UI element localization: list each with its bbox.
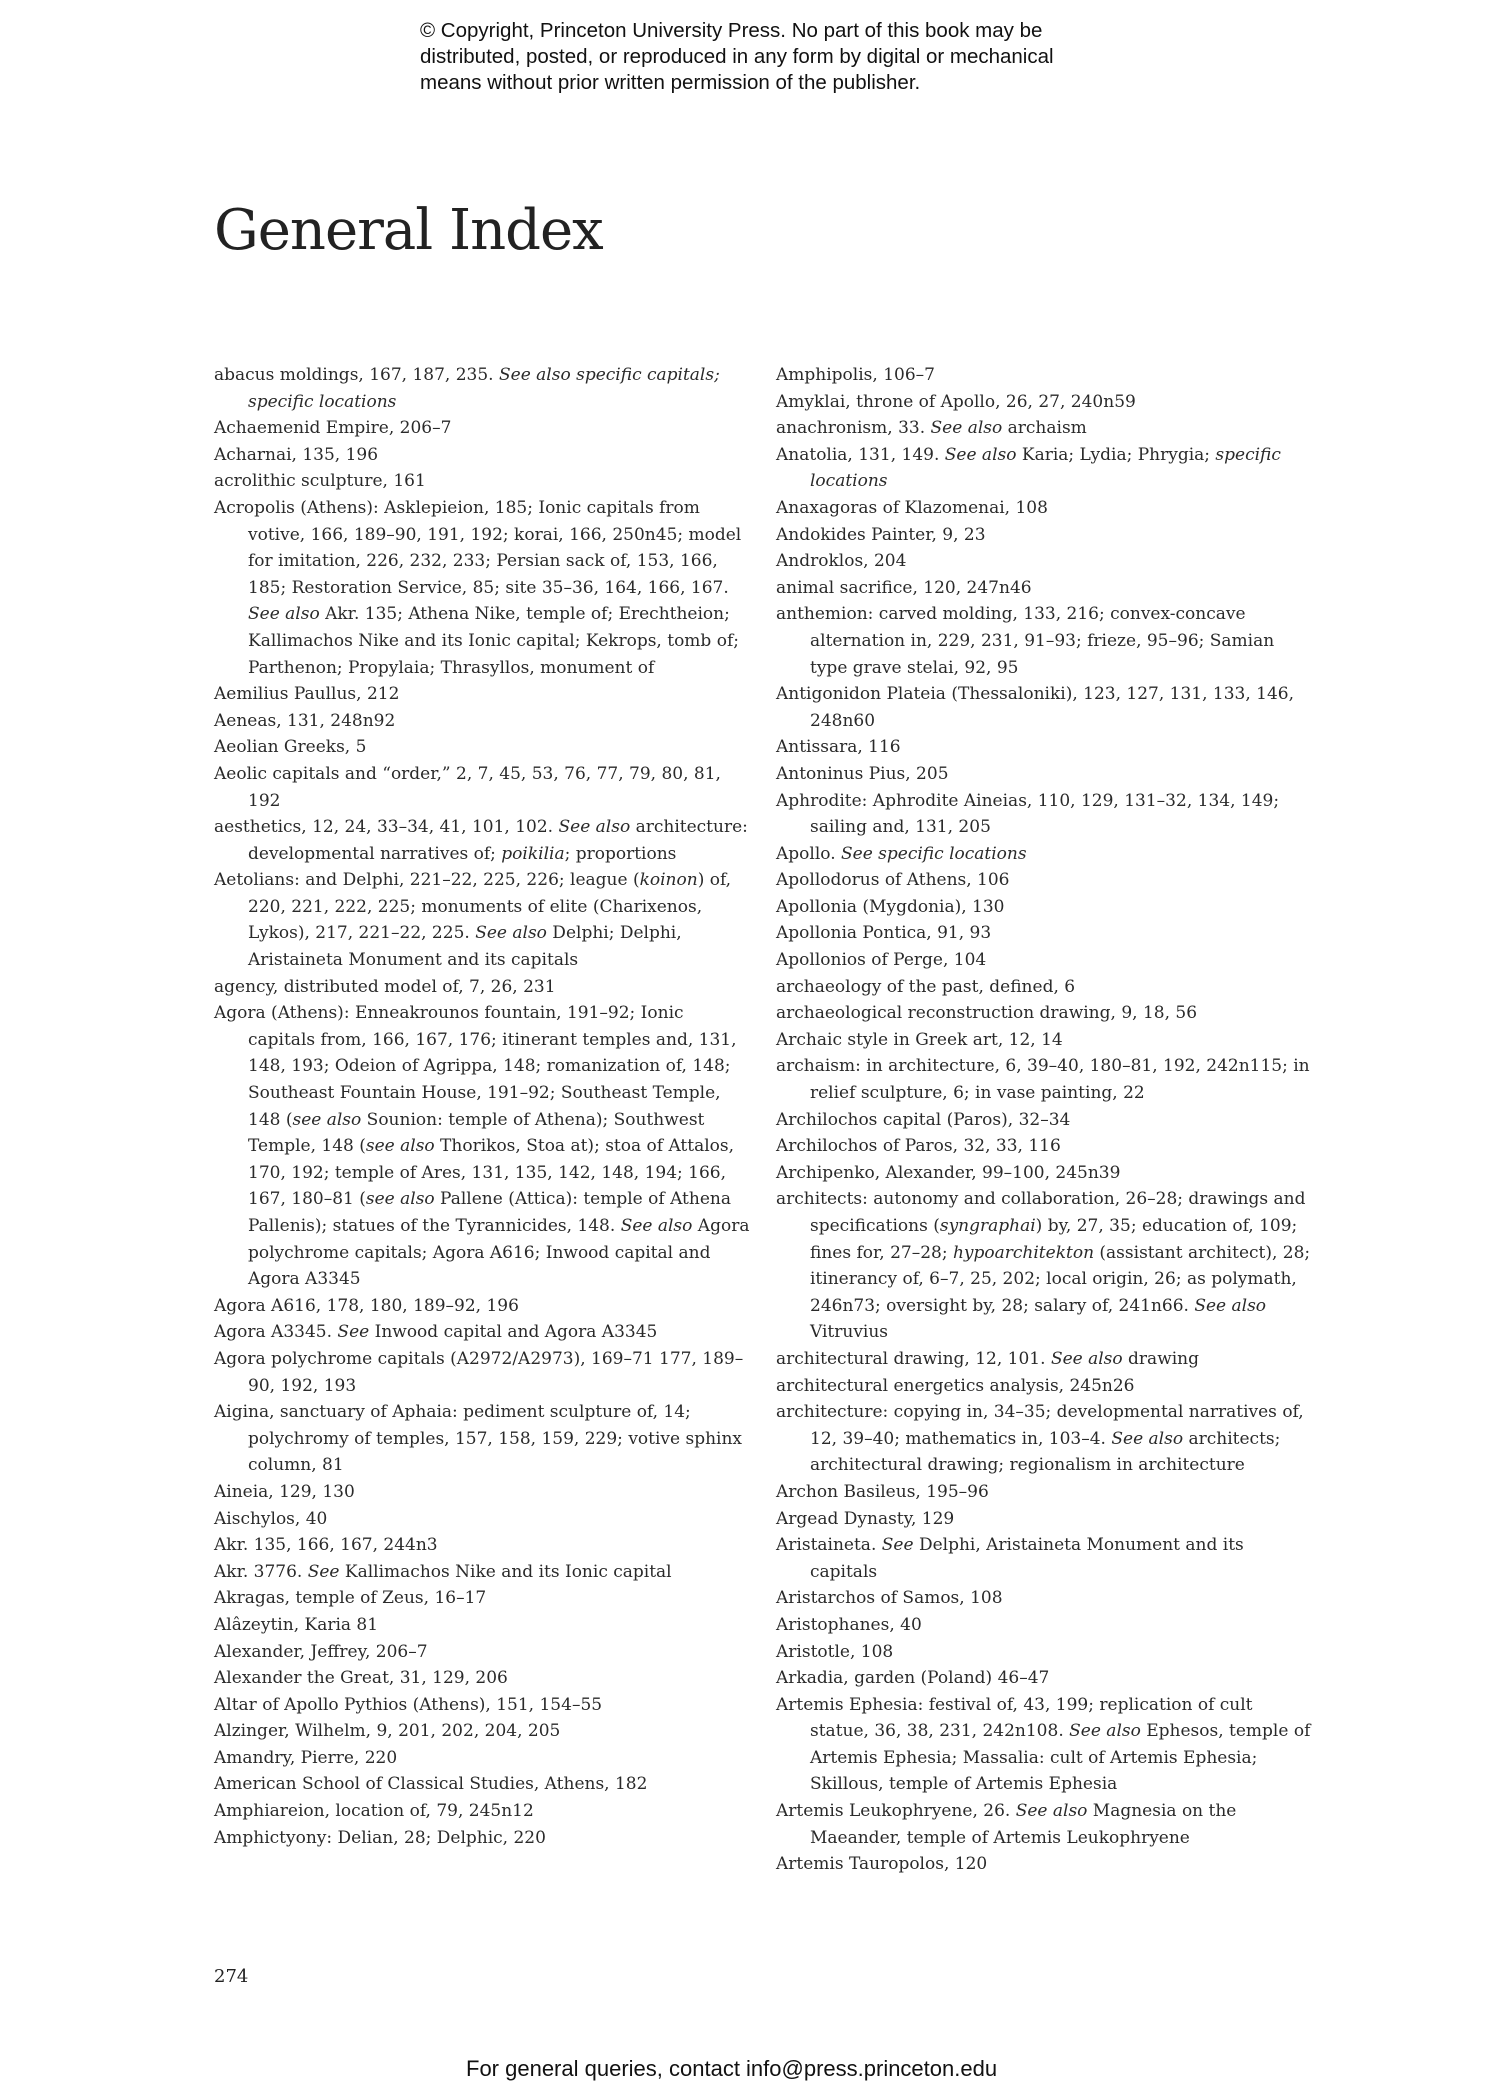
index-entry bbox=[776, 601, 1316, 681]
index-entry-text: Amyklai, throne of Apollo, 26, 27, 240n59 bbox=[776, 391, 1136, 412]
index-entry bbox=[214, 1506, 754, 1533]
index-entry-text: Artemis Leukophryene, 26. bbox=[776, 1801, 1016, 1822]
index-entry-text: architecture: developmental narratives of; bbox=[248, 817, 748, 864]
index-entry bbox=[776, 495, 1316, 522]
index-entry-text: Ephesos, temple of Artemis Ephesia; Massalia: cult of Artemis Ephesia; Skillous, temple of Artemis Ephesia bbox=[810, 1721, 1311, 1795]
index-entry-text: Alexander, Jeffrey, 206–7 bbox=[214, 1641, 428, 1662]
index-entry-text: Alexander the Great, 31, 129, 206 bbox=[214, 1668, 508, 1689]
index-entry-text: Antigonidon Plateia (Thessaloniki), 123, 127, 131, 133, 146, 248n60 bbox=[776, 684, 1295, 731]
index-entry-text: Apollonios of Perge, 104 bbox=[776, 950, 987, 971]
index-entry bbox=[776, 734, 1316, 761]
index-entry-text: Amphipolis, 106–7 bbox=[776, 365, 935, 385]
index-entry bbox=[214, 1479, 754, 1506]
index-entry-text: Andokides Painter, 9, 23 bbox=[776, 524, 986, 545]
index-entry-text: Kallimachos Nike and its Ionic capital bbox=[339, 1561, 672, 1582]
index-entry bbox=[214, 468, 754, 495]
index-entry bbox=[776, 867, 1316, 894]
index-entry-text: Magnesia on the Maeander, temple of Artemis Leukophryene bbox=[810, 1801, 1237, 1848]
index-entry bbox=[776, 1053, 1316, 1106]
index-entry bbox=[214, 1745, 754, 1772]
index-entry-text: Agora A3345. bbox=[214, 1322, 338, 1343]
index-entry-text: agency, distributed model of, 7, 26, 231 bbox=[214, 976, 556, 997]
index-entry bbox=[776, 1479, 1316, 1506]
index-entry-text: abacus moldings, 167, 187, 235. bbox=[214, 365, 499, 385]
index-entry-text: Pallene (Attica): temple of Athena Pallenis); statues of the Tyrannicides, 148. bbox=[248, 1189, 731, 1236]
index-entry-text: Akragas, temple of Zeus, 16–17 bbox=[214, 1588, 487, 1609]
index-entry bbox=[776, 1027, 1316, 1054]
index-entry-text: Acharnai, 135, 196 bbox=[214, 444, 379, 465]
index-entry bbox=[776, 442, 1316, 495]
index-entry bbox=[214, 814, 754, 867]
index-entry-text: archaism bbox=[1002, 418, 1087, 439]
index-entry bbox=[776, 1639, 1316, 1666]
index-entry-italic-text: see also bbox=[365, 1136, 435, 1157]
index-entry bbox=[214, 415, 754, 442]
index-entry bbox=[776, 548, 1316, 575]
index-entry-text: Aetolians: and Delphi, 221–22, 225, 226; league ( bbox=[214, 870, 640, 891]
index-entry-italic-text: poikilia bbox=[501, 843, 565, 864]
index-entry-text: (assistant architect), 28; itinerancy of, 6–7, 25, 202; local origin, 26; as polymath, 246n73; oversight by, 28; salary of, 241n66. bbox=[810, 1242, 1311, 1316]
index-entry-italic-text: see also bbox=[292, 1109, 362, 1130]
index-entry-text: Amandry, Pierre, 220 bbox=[214, 1747, 398, 1768]
index-entry-italic-text: See also bbox=[248, 604, 320, 625]
index-entry-text: Aischylos, 40 bbox=[214, 1508, 328, 1529]
index-entry-text: aesthetics, 12, 24, 33–34, 41, 101, 102. bbox=[214, 817, 559, 838]
index-entry-italic-text: See also specific capitals; specific locations bbox=[248, 365, 720, 412]
index-entry-text: architects: autonomy and collaboration, 26–28; drawings and specifications ( bbox=[776, 1189, 1306, 1236]
copyright-line: means without prior written permission of the publisher. bbox=[420, 71, 921, 94]
index-column-right bbox=[776, 362, 1316, 1878]
index-entry-text: Artemis Ephesia: festival of, 43, 199; replication of cult statue, 36, 38, 231, 242n108. bbox=[776, 1694, 1253, 1742]
index-entry bbox=[776, 362, 1316, 389]
index-entry-italic-text: See also bbox=[1194, 1295, 1267, 1316]
index-entry bbox=[214, 362, 754, 415]
index-entry-text: archaism: in architecture, 6, 39–40, 180–81, 192, 242n115; in relief sculpture, 6; in vase painting, 22 bbox=[776, 1056, 1310, 1104]
footer-contact: For general queries, contact info@press.princeton.edu bbox=[466, 2056, 998, 2081]
index-entry-text: Aeolic capitals and “order,” 2, 7, 45, 53, 76, 77, 79, 80, 81, 192 bbox=[214, 763, 721, 811]
index-entry bbox=[214, 734, 754, 761]
index-entry-text: Altar of Apollo Pythios (Athens), 151, 154–55 bbox=[214, 1694, 603, 1715]
index-entry bbox=[214, 761, 754, 814]
index-entry-text: Amphictyony: Delian, 28; Delphic, 220 bbox=[214, 1827, 546, 1848]
index-entry bbox=[214, 681, 754, 708]
index-entry-text: Antoninus Pius, 205 bbox=[776, 763, 949, 784]
index-entry-italic-text: specific locations bbox=[810, 444, 1281, 492]
index-entry bbox=[214, 867, 754, 973]
index-entry-text: Alâzeytin, Karia 81 bbox=[214, 1614, 379, 1635]
index-entry-text: architectural energetics analysis, 245n26 bbox=[776, 1375, 1135, 1396]
index-entry-text: architectural drawing, 12, 101. bbox=[776, 1348, 1051, 1369]
index-entry-text: ) by, 27, 35; education of, 109; fines for, 27–28; bbox=[810, 1216, 1298, 1263]
index-entry-text: Androklos, 204 bbox=[776, 551, 907, 572]
index-entry-text: Archon Basileus, 195–96 bbox=[776, 1481, 989, 1502]
index-entry-text: architects; architectural drawing; regionalism in architecture bbox=[810, 1428, 1281, 1476]
index-entry-text: Archaic style in Greek art, 12, 14 bbox=[776, 1029, 1063, 1050]
index-entry bbox=[214, 1692, 754, 1719]
copyright-line: © Copyright, Princeton University Press. No part of this book may be bbox=[420, 19, 1043, 42]
index-entry-text: Agora polychrome capitals; Agora A616; Inwood capital and Agora A3345 bbox=[248, 1216, 750, 1290]
index-entry-text: Alzinger, Wilhelm, 9, 201, 202, 204, 205 bbox=[214, 1721, 561, 1742]
index-entry-italic-text: See also bbox=[944, 444, 1017, 465]
index-entry-text: Aeolian Greeks, 5 bbox=[214, 737, 367, 758]
index-entry-text: Anaxagoras of Klazomenai, 108 bbox=[776, 497, 1048, 518]
page-number: 274 bbox=[214, 1966, 249, 1987]
index-entry-text: Artemis Tauropolos, 120 bbox=[776, 1854, 988, 1875]
index-entry bbox=[776, 1506, 1316, 1533]
index-entry bbox=[214, 708, 754, 735]
index-entry-italic-text: See also bbox=[558, 817, 631, 838]
index-entry-italic-text: See also bbox=[1111, 1428, 1184, 1449]
index-entry bbox=[776, 1399, 1316, 1479]
index-entry-text: Acropolis (Athens): Asklepieion, 185; Ionic capitals from votive, 166, 189–90, 191, 192; korai, 166, 250n45; model for imitation, 226, 232, 233; Persian sack of, 153, 166, 185; Restoration Service, 85; site 35–36, 164, 166, 167. bbox=[214, 497, 742, 598]
index-entry-italic-text: See also bbox=[1069, 1721, 1141, 1742]
index-entry-text: Amphiareion, location of, 79, 245n12 bbox=[214, 1801, 534, 1822]
index-entry-text: Archipenko, Alexander, 99–100, 245n39 bbox=[776, 1162, 1121, 1183]
index-entry-italic-text: See specific locations bbox=[841, 843, 1027, 864]
index-entry-text: Aigina, sanctuary of Aphaia: pediment sculpture of, 14; polychromy of temples, 157, 158, 159, 229; votive sphinx column, 81 bbox=[214, 1402, 743, 1476]
index-column-left bbox=[214, 362, 754, 1851]
index-entry-text: Agora A616, 178, 180, 189–92, 196 bbox=[214, 1295, 519, 1316]
index-entry-italic-text: See bbox=[881, 1535, 914, 1556]
index-entry-text: Aristophanes, 40 bbox=[776, 1614, 922, 1635]
index-entry bbox=[214, 1000, 754, 1293]
index-entry-italic-text: See also bbox=[930, 418, 1003, 439]
index-entry bbox=[214, 495, 754, 681]
index-entry bbox=[776, 389, 1316, 416]
index-entry-text: Archilochos of Paros, 32, 33, 116 bbox=[776, 1136, 1061, 1157]
index-entry bbox=[214, 1612, 754, 1639]
index-entry bbox=[776, 920, 1316, 947]
index-entry-text: archaeology of the past, defined, 6 bbox=[776, 976, 1076, 997]
index-entry-italic-text: See also bbox=[475, 923, 547, 944]
index-entry bbox=[776, 974, 1316, 1001]
index-entry bbox=[776, 761, 1316, 788]
index-entry bbox=[776, 947, 1316, 974]
index-entry-italic-text: see also bbox=[365, 1189, 435, 1210]
index-entry bbox=[776, 522, 1316, 549]
index-entry-text: Aphrodite: Aphrodite Aineias, 110, 129, 131–32, 134, 149; sailing and, 131, 205 bbox=[776, 790, 1280, 838]
index-entry-text: Arkadia, garden (Poland) 46–47 bbox=[776, 1668, 1050, 1689]
index-entry bbox=[776, 681, 1316, 734]
index-entry-text: anthemion: carved molding, 133, 216; convex-concave alternation in, 229, 231, 91–93; frieze, 95–96; Samian type grave stelai, 92, 95 bbox=[776, 604, 1275, 678]
index-entry-text: Aineia, 129, 130 bbox=[214, 1481, 355, 1502]
index-entry-text: Aristaineta. bbox=[776, 1535, 882, 1556]
index-entry-text: Apollonia (Mygdonia), 130 bbox=[776, 896, 1005, 917]
index-entry-text: Antissara, 116 bbox=[776, 737, 901, 758]
index-entry-text: Agora (Athens): Enneakrounos fountain, 191–92; Ionic capitals from, 166, 167, 176; itinerant temples and, 131, 148, 193; Odeion of Agrippa, 148; romanization of, 148; Southeast Fountain House, 191–92; Southeast Temple, 148 ( bbox=[214, 1003, 737, 1130]
index-entry bbox=[776, 1585, 1316, 1612]
index-entry-text: Sounion: temple of Athena); Southwest Temple, 148 ( bbox=[248, 1109, 705, 1157]
index-entry-text: Apollonia Pontica, 91, 93 bbox=[776, 923, 992, 944]
index-entry-italic-text: See also bbox=[620, 1216, 693, 1236]
index-entry-italic-text: koinon bbox=[639, 870, 698, 891]
index-entry bbox=[214, 1825, 754, 1852]
index-entry-text: Karia; Lydia; Phrygia; bbox=[1016, 444, 1216, 465]
index-entry-text: anachronism, 33. bbox=[776, 418, 931, 439]
index-entry bbox=[214, 1718, 754, 1745]
index-entry-text: Inwood capital and Agora A3345 bbox=[369, 1322, 658, 1343]
index-entry-italic-text: See also bbox=[1015, 1801, 1088, 1822]
index-entry-text: Akr. 135; Athena Nike, temple of; Erechtheion; Kallimachos Nike and its Ionic capital; Kekrops, tomb of; Parthenon; Propylaia; Thrasyllos, monument of bbox=[248, 604, 739, 678]
index-entry bbox=[776, 1107, 1316, 1134]
index-entry-text: ) of, 220, 221, 222, 225; monuments of elite (Charixenos, Lykos), 217, 221–22, 225. bbox=[248, 870, 732, 944]
index-entry bbox=[214, 1399, 754, 1479]
index-entry bbox=[776, 1160, 1316, 1187]
index-entry bbox=[214, 1798, 754, 1825]
index-entry bbox=[776, 1532, 1316, 1585]
index-entry-text: Delphi; Delphi, Aristaineta Monument and its capitals bbox=[248, 923, 682, 971]
index-entry-text: American School of Classical Studies, Athens, 182 bbox=[214, 1774, 648, 1795]
index-entry bbox=[214, 1639, 754, 1666]
index-entry-text: Apollodorus of Athens, 106 bbox=[776, 870, 1010, 891]
index-entry bbox=[214, 974, 754, 1001]
index-entry bbox=[214, 1532, 754, 1559]
index-entry-text: Vitruvius bbox=[810, 1322, 889, 1343]
index-entry bbox=[214, 1346, 754, 1399]
copyright-line: distributed, posted, or reproduced in any form by digital or mechanical bbox=[420, 45, 1054, 68]
index-entry-italic-text: See also bbox=[1050, 1348, 1123, 1369]
index-entry-text: Agora polychrome capitals (A2972/A2973), 169–71 177, 189–90, 192, 193 bbox=[214, 1348, 744, 1396]
index-entry-text: Archilochos capital (Paros), 32–34 bbox=[776, 1109, 1071, 1130]
index-entry bbox=[776, 1692, 1316, 1798]
index-entry-text: Apollo. bbox=[776, 843, 842, 864]
index-entry-text: Aeneas, 131, 248n92 bbox=[214, 710, 396, 731]
index-entry-italic-text: See bbox=[337, 1322, 370, 1343]
index-entry bbox=[776, 1133, 1316, 1160]
index-entry bbox=[214, 1559, 754, 1586]
index-entry bbox=[776, 841, 1316, 868]
page-title: General Index bbox=[214, 198, 603, 263]
index-entry-text: ; proportions bbox=[564, 843, 677, 864]
index-entry-italic-text: syngraphai bbox=[939, 1216, 1036, 1236]
index-entry bbox=[214, 1771, 754, 1798]
index-entry-text: Aemilius Paullus, 212 bbox=[214, 684, 400, 705]
index-entry-text: Delphi, Aristaineta Monument and its capitals bbox=[810, 1535, 1244, 1582]
index-entry-text: Thorikos, Stoa at); stoa of Attalos, 170, 192; temple of Ares, 131, 135, 142, 148, 194; 166, 167, 180–81 ( bbox=[248, 1136, 735, 1210]
index-entry bbox=[776, 894, 1316, 921]
index-entry bbox=[214, 442, 754, 469]
index-entry-text: animal sacrifice, 120, 247n46 bbox=[776, 577, 1032, 598]
index-entry bbox=[214, 1585, 754, 1612]
index-entry-text: acrolithic sculpture, 161 bbox=[214, 471, 426, 492]
index-entry bbox=[214, 1293, 754, 1320]
index-entry bbox=[776, 1798, 1316, 1851]
index-entry bbox=[776, 415, 1316, 442]
index-entry bbox=[214, 1665, 754, 1692]
index-entry-text: Akr. 135, 166, 167, 244n3 bbox=[214, 1535, 438, 1556]
index-entry-text: architecture: copying in, 34–35; developmental narratives of, 12, 39–40; mathematics in, 103–4. bbox=[776, 1402, 1304, 1449]
index-entry bbox=[776, 788, 1316, 841]
copyright-notice bbox=[420, 18, 1140, 96]
index-entry bbox=[776, 1612, 1316, 1639]
index-entry-text: Akr. 3776. bbox=[214, 1561, 308, 1582]
index-entry bbox=[776, 1346, 1316, 1373]
index-entry bbox=[214, 1319, 754, 1346]
index-entry-text: Achaemenid Empire, 206–7 bbox=[214, 418, 452, 439]
index-entry-italic-text: See bbox=[307, 1561, 340, 1582]
index-entry-text: Aristarchos of Samos, 108 bbox=[776, 1588, 1003, 1609]
index-entry-text: Aristotle, 108 bbox=[776, 1641, 894, 1662]
index-entry bbox=[776, 1851, 1316, 1878]
index-entry-text: archaeological reconstruction drawing, 9, 18, 56 bbox=[776, 1003, 1198, 1024]
index-entry-text: Anatolia, 131, 149. bbox=[776, 444, 945, 465]
index-entry bbox=[776, 1186, 1316, 1346]
index-entry bbox=[776, 1000, 1316, 1027]
index-entry-text: drawing bbox=[1122, 1348, 1200, 1369]
index-entry bbox=[776, 575, 1316, 602]
index-entry bbox=[776, 1665, 1316, 1692]
index-entry-italic-text: hypoarchitekton bbox=[952, 1242, 1095, 1263]
index-entry-text: Argead Dynasty, 129 bbox=[776, 1508, 955, 1529]
index-entry bbox=[776, 1373, 1316, 1400]
